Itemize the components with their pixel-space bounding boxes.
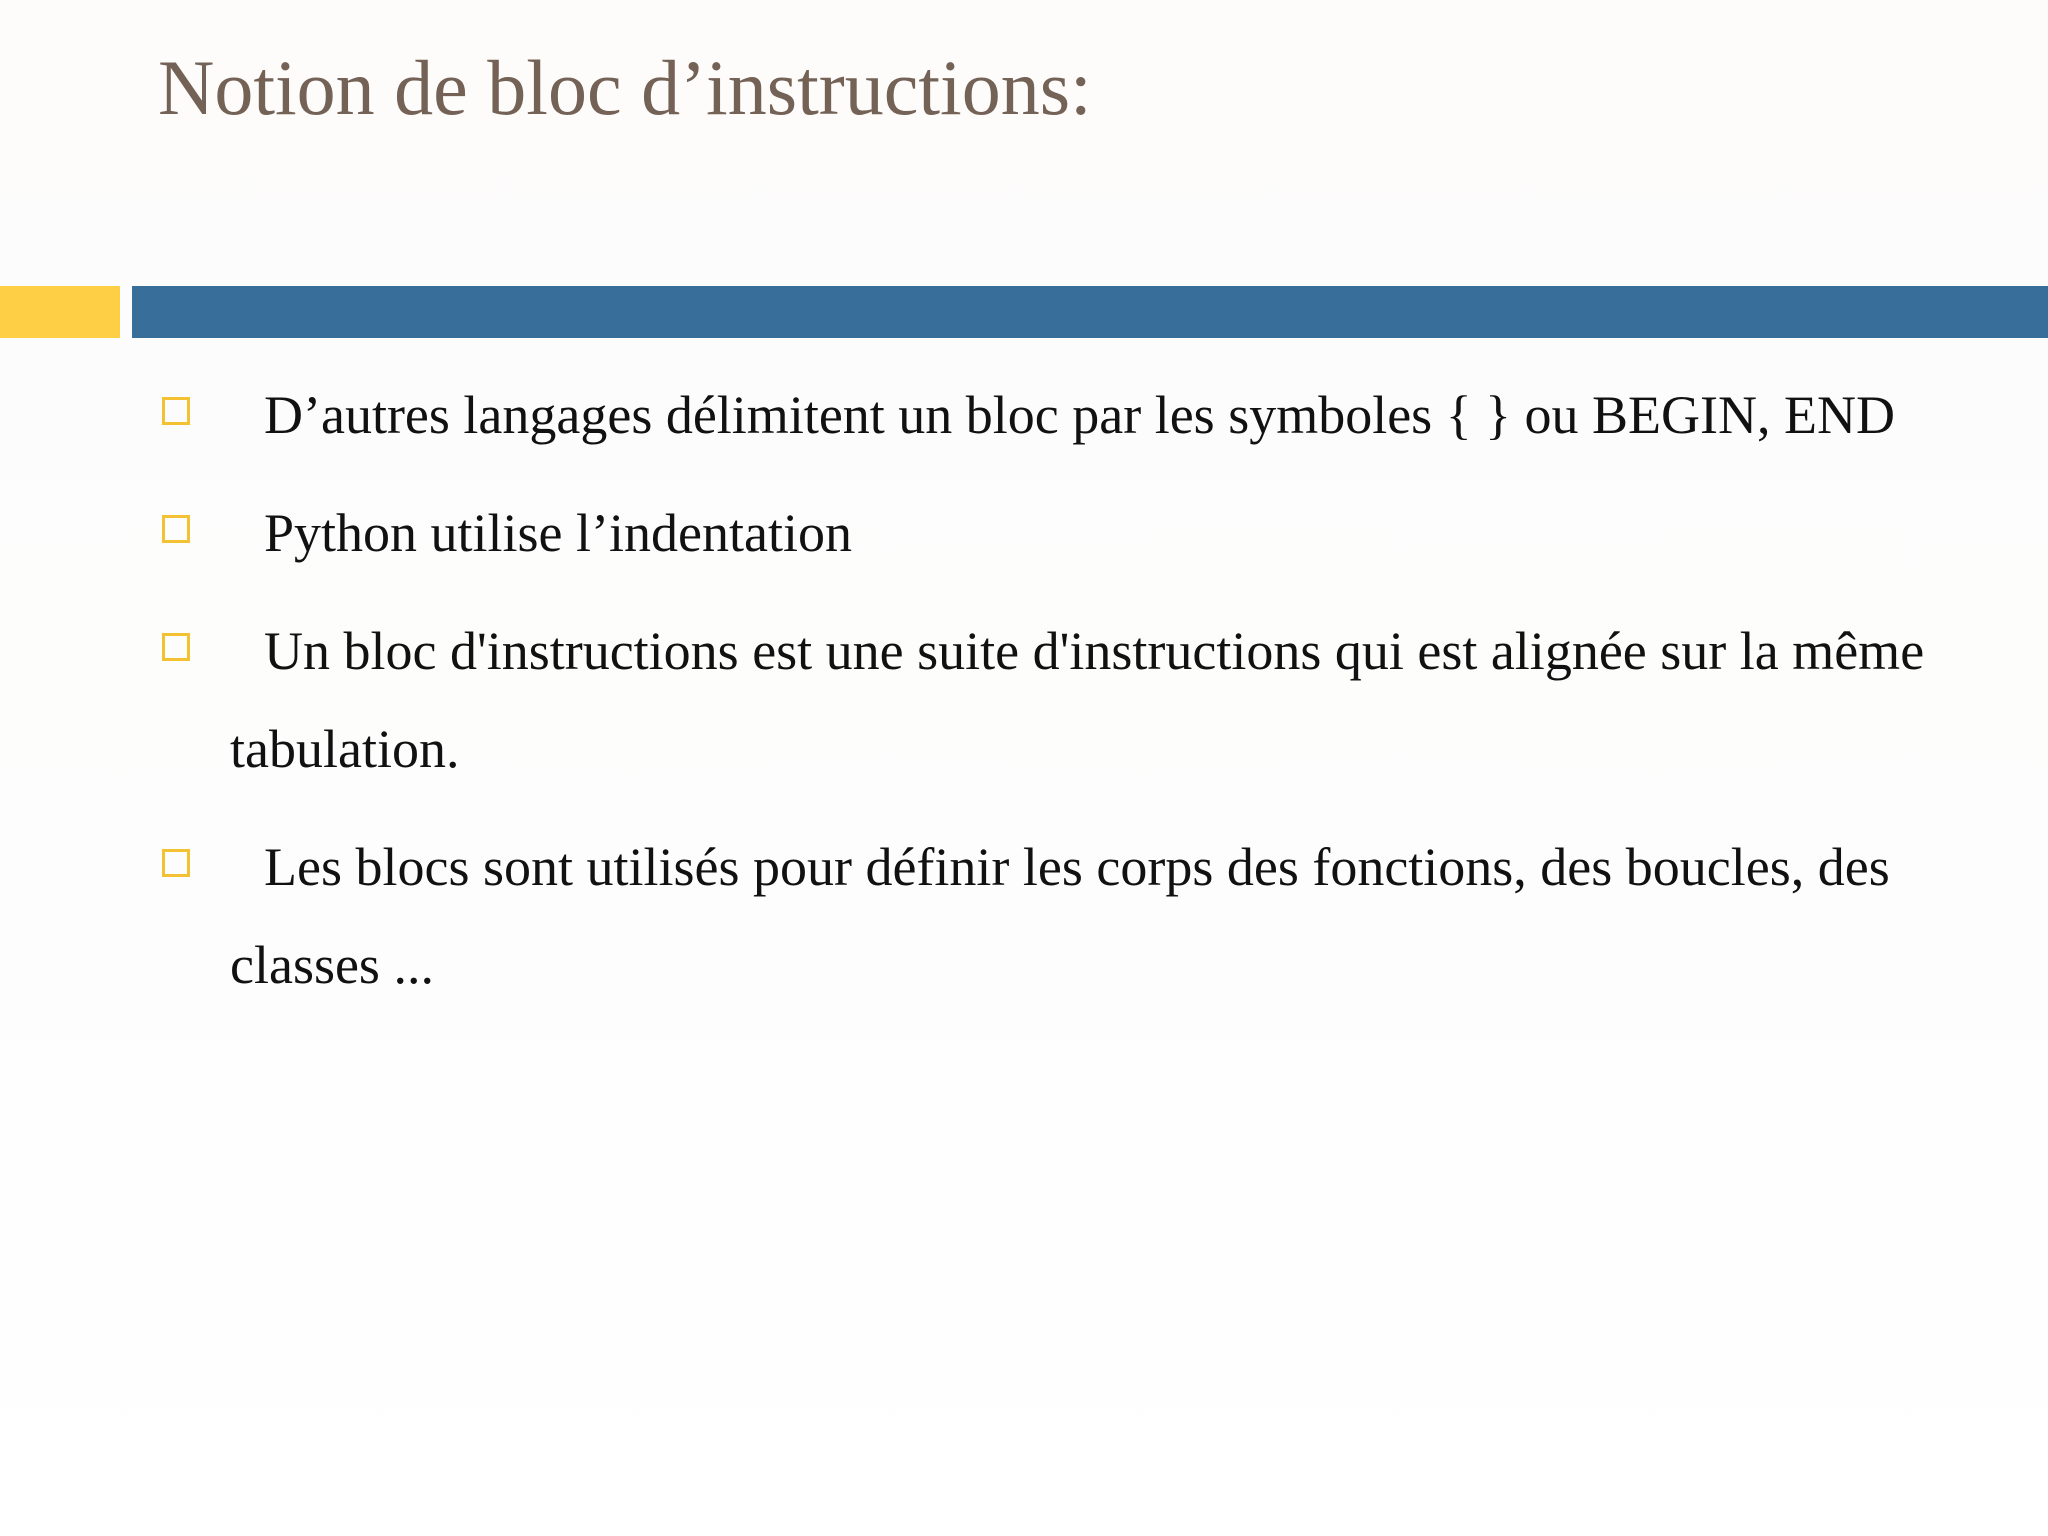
square-bullet-icon <box>162 849 190 877</box>
title-accent-bar <box>0 286 120 338</box>
title-divider-bar <box>132 286 2048 338</box>
bullet-item <box>158 602 1958 798</box>
bullet-text: Les blocs sont utilisés pour définir les corps des fonctions, des boucles, des classes ... <box>230 837 1890 995</box>
square-bullet-icon <box>162 397 190 425</box>
bullet-text: Python utilise l’indentation <box>264 503 852 563</box>
square-bullet-icon <box>162 515 190 543</box>
bullet-list <box>158 366 1958 1034</box>
bullet-text: D’autres langages délimitent un bloc par les symboles { } ou BEGIN, END <box>264 385 1895 445</box>
bullet-text: Un bloc d'instructions est une suite d'instructions qui est alignée sur la même tabulation. <box>230 621 1925 779</box>
bullet-item <box>158 366 1958 464</box>
square-bullet-icon <box>162 633 190 661</box>
bullet-item <box>158 484 1958 582</box>
slide-title: Notion de bloc d’instructions: <box>158 44 1092 131</box>
bullet-item <box>158 818 1958 1014</box>
